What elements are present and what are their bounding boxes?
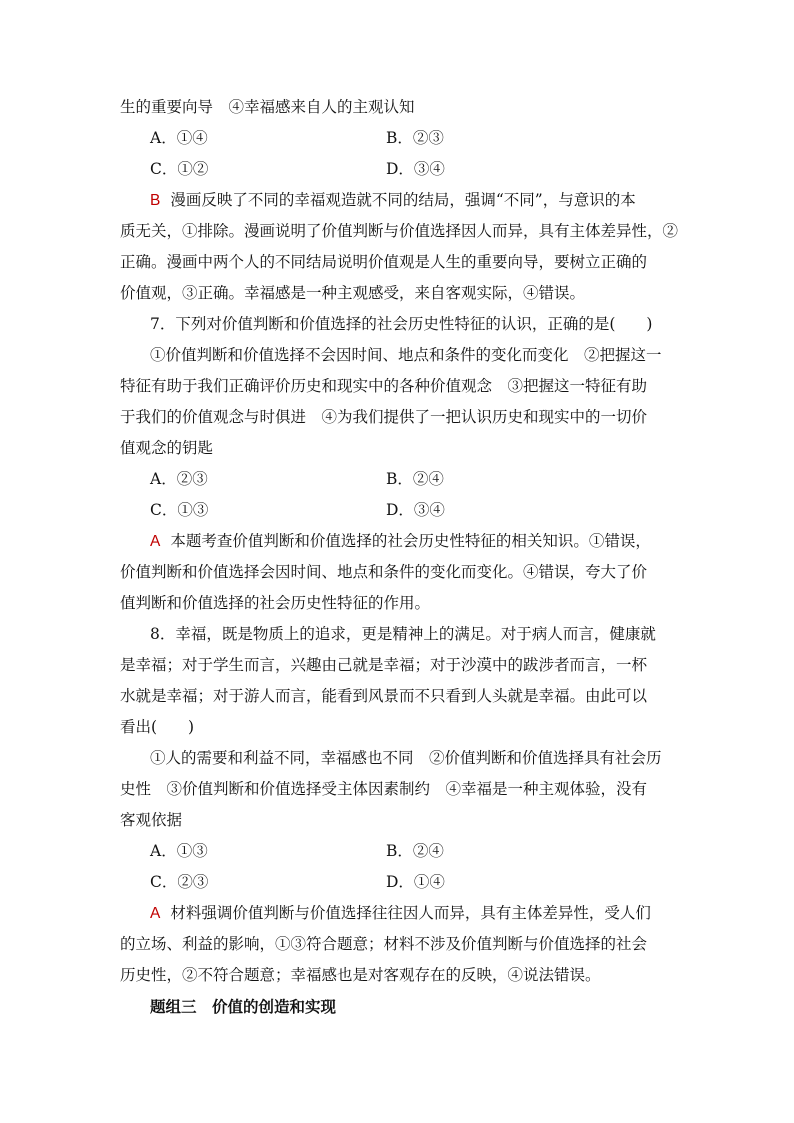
text-line: 生的重要向导 ④幸福感来自人的主观认知: [120, 98, 415, 116]
q8-item-line: 客观依据: [120, 811, 183, 829]
q6-option-a: A．①④: [150, 129, 208, 147]
q8-option-b: B．②④: [386, 842, 444, 860]
q8-explanation-line: 的立场、利益的影响，①③符合题意；材料不涉及价值判断与价值选择的社会: [120, 935, 648, 953]
q8-stem-line: 看出( ): [120, 718, 195, 736]
q7-item-line: 特征有助于我们正确评价历史和现实中的各种价值观念 ③把握这一特征有助: [120, 377, 648, 395]
q6-explanation-line: 价值观，③正确。幸福感是一种主观感受，来自客观实际，④错误。: [120, 284, 586, 302]
q6-option-c: C．①②: [150, 160, 209, 178]
q6-option-b: B．②③: [386, 129, 444, 147]
q7-stem: 7．下列对价值判断和价值选择的社会历史性特征的认识，正确的是( ): [150, 315, 653, 333]
q6-explanation-line: 正确。漫画中两个人的不同结局说明价值观是人生的重要向导，要树立正确的: [120, 253, 648, 271]
q7-item-line: 值观念的钥匙: [120, 439, 214, 457]
q8-option-d: D．①④: [386, 873, 445, 891]
q7-options-row-2: [120, 495, 676, 526]
q7-item-line: 于我们的价值观念与时俱进 ④为我们提供了一把认识历史和现实中的一切价: [120, 408, 648, 426]
q8-stem-line: 是幸福；对于学生而言，兴趣由己就是幸福；对于沙漠中的跋涉者而言，一杯: [120, 656, 648, 674]
q7-option-c: C．①③: [150, 501, 209, 519]
q8-option-c: C．②③: [150, 873, 209, 891]
q6-answer: B: [150, 192, 161, 209]
q8-options-row-2: [120, 867, 676, 898]
q7-explanation-line: 值判断和价值选择的社会历史性特征的作用。: [120, 594, 431, 612]
q8-answer: A: [150, 905, 161, 922]
q8-option-a: A．①③: [150, 842, 208, 860]
q8-item-line: ①人的需要和利益不同，幸福感也不同 ②价值判断和价值选择具有社会历: [150, 749, 662, 767]
q6-option-d: D．③④: [386, 160, 445, 178]
q7-option-b: B．②④: [386, 470, 444, 488]
q6-explanation: B 漫画反映了不同的幸福观造就不同的结局，强调“不同”，与意识的本: [150, 191, 636, 209]
q8-stem-line: 水就是幸福；对于游人而言，能看到风景而不只看到人头就是幸福。由此可以: [120, 687, 648, 705]
q8-explanation-line: 历史性，②不符合题意；幸福感也是对客观存在的反映，④说法错误。: [120, 966, 601, 984]
q7-explanation: A 本题考查价值判断和价值选择的社会历史性特征的相关知识。①错误，: [150, 532, 651, 550]
q6-options-row-2: [120, 154, 676, 185]
q6-options-row-1: [120, 123, 676, 154]
q7-option-d: D．③④: [386, 501, 445, 519]
q7-answer: A: [150, 533, 161, 550]
q7-option-a: A．②③: [150, 470, 208, 488]
q8-stem-line: 8．幸福，既是物质上的追求，更是精神上的满足。对于病人而言，健康就: [150, 625, 656, 643]
q8-item-line: 史性 ③价值判断和价值选择受主体因素制约 ④幸福是一种主观体验，没有: [120, 780, 648, 798]
q8-options-row-1: [120, 836, 676, 867]
q7-item-line: ①价值判断和价值选择不会因时间、地点和条件的变化而变化 ②把握这一: [150, 346, 662, 364]
q7-explanation-line: 价值判断和价值选择会因时间、地点和条件的变化而变化。④错误，夸大了价: [120, 563, 648, 581]
document-page: [120, 92, 679, 1022]
q7-options-row-1: [120, 464, 676, 495]
section-title: 题组三 价值的创造和实现: [150, 997, 337, 1016]
q6-explanation-line: 质无关，①排除。漫画说明了价值判断与价值选择因人而异，具有主体差异性，②: [120, 222, 679, 240]
q8-explanation: A 材料强调价值判断与价值选择往往因人而异，具有主体差异性，受人们: [150, 904, 651, 922]
